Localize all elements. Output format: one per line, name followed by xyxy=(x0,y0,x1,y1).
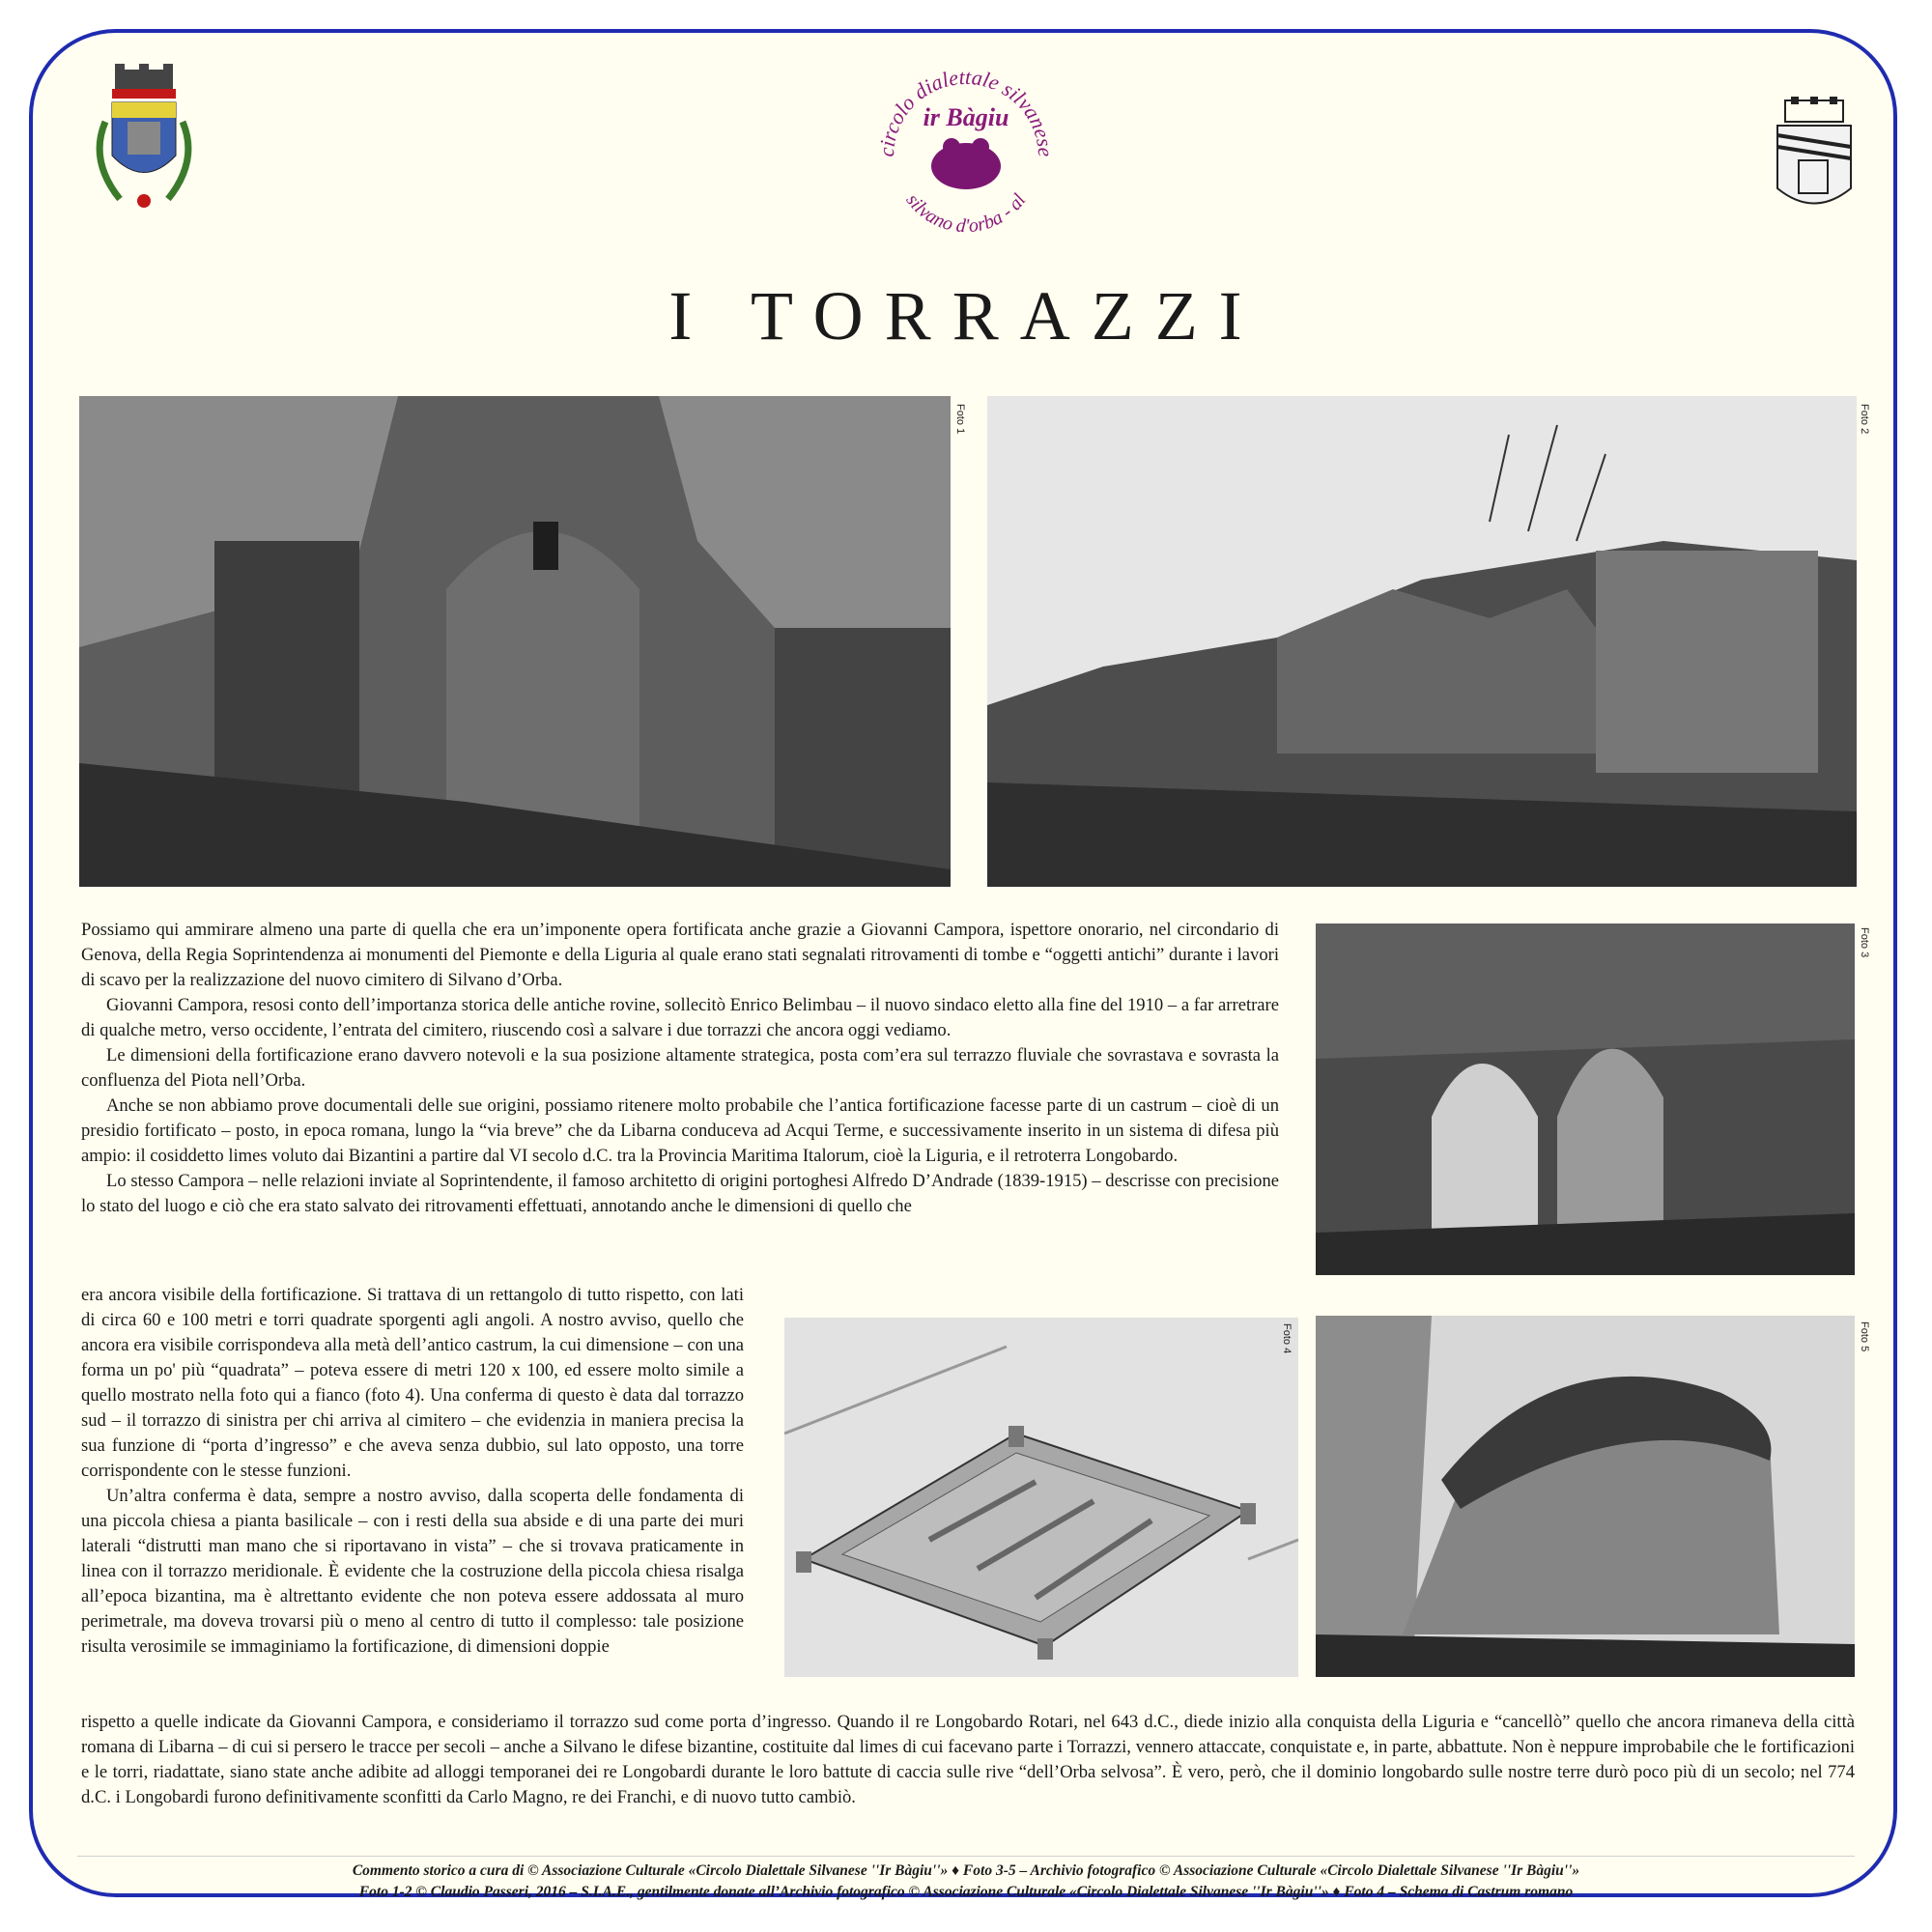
paragraph: Possiamo qui ammirare almeno una parte di quella che era un’imponente opera fortificata anche grazie a Giovanni Campora, ispettore onorario, nel circondario di Genova, della Regia Soprintendenza ai monumenti del Piemonte e della Liguria al quale erano stati segnalati ritrovamenti di tombe e “oggetti antichi” durante i lavori di scavo per la realizzazione del nuovo cimitero di Silvano d’Orba. xyxy=(81,920,1279,990)
footer-divider xyxy=(77,1856,1855,1857)
article-text-middle xyxy=(81,1283,744,1660)
photo-1-ruins-interior xyxy=(79,396,951,887)
paragraph: Un’altra conferma è data, sempre a nostro avviso, dalla scoperta delle fondamenta di una piccola chiesa a pianta basilicale – con i resti della sua abside e di una parte dei muri laterali “distrutti man mano che si riportavano in vista” – che si trovava praticamente in linea con il torrazzo meridionale. È evidente che la costruzione della piccola chiesa risalga all’epoca bizantina, ma è altrettanto evidente che non poteva essere addossata al muro perimetrale, ma doveva trovarsi più o meno al centro di tutto il complesso: tale posizione risulta verosimile se immaginiamo la fortificazione, di dimensioni doppie xyxy=(81,1486,744,1657)
photo-3-arched-ruins xyxy=(1316,923,1855,1275)
paragraph: Anche se non abbiamo prove documentali delle sue origini, possiamo ritenere molto probabile che l’antica fortificazione facesse parte di un castrum – cioè di un presidio fortificato – posto, in epoca romana, lungo la “via breve” che da Libarna conduceva ad Acqui Terme, e successivamente inserito in un sistema di difesa più ampio: il cosiddetto limes voluto dai Bizantini a partire dal VI secolo d.C. tra la Provincia Maritima Italorum, cioè la Liguria, e il retroterra Longobardo. xyxy=(81,1095,1279,1166)
paragraph: Le dimensioni della fortificazione erano davvero notevoli e la sua posizione altamente strategica, posta com’era sul terrazzo fluviale che sovrastava e sovrasta la confluenza del Piota nell’Orba. xyxy=(81,1045,1279,1091)
svg-text:silvano d'orba - al xyxy=(902,189,1031,237)
caption-foto-4: Foto 4 xyxy=(1281,1323,1293,1354)
caption-foto-1: Foto 1 xyxy=(954,404,966,435)
paragraph: era ancora visibile della fortificazione. Si trattava di un rettangolo di tutto rispetto, con lati di circa 60 e 100 metri e torri quadrate sporgenti agli angoli. A nostro avviso, quello che ancora era visibile corrispondeva alla metà dell’antico castrum, la cui dimensione – con una forma un po' più “quadrata” – poteva essere di metri 120 x 100, ed essere molto simile a quello mostrato nella foto qui a fianco (foto 4). Una conferma di questo è data dal torrazzo sud – il torrazzo di sinistra per chi arriva al cimitero – che evidenzia in maniera precisa la sua funzione di “porta d’ingresso” e che aveva senza dubbio, sul lato opposto, una torre corrispondente con le stesse funzioni. xyxy=(81,1285,744,1481)
article-text-upper xyxy=(81,918,1279,1219)
paragraph: Giovanni Campora, resosi conto dell’importanza storica delle antiche rovine, sollecitò Enrico Belimbau – il nuovo sindaco eletto alla fine del 1910 – a far arretrare di qualche metro, verso occidente, l’entrata del cimitero, riuscendo così a salvare i due torrazzi che ancora oggi vediamo. xyxy=(81,995,1279,1040)
right-coat-of-arms-logo xyxy=(1774,97,1855,218)
footer-credits-line-1: Commento storico a cura di © Associazione Culturale «Circolo Dialettale Silvanese ''Ir Bàgiu''» ♦ Foto 3-5 – Archivio fotografico © Associazione Culturale «Circolo Dialettale Silvanese ''Ir Bàgiu''» xyxy=(352,1862,1580,1879)
paragraph: Lo stesso Campora – nelle relazioni inviate al Soprintendente, il famoso architetto di origini portoghesi Alfredo D’Andrade (1839-1915) – descrisse con precisione lo stato del luogo e ciò che era stato salvato dei ritrovamenti effettuati, annotando anche le dimensioni di quello che xyxy=(81,1171,1279,1216)
paragraph: rispetto a quelle indicate da Giovanni Campora, e consideriamo il torrazzo sud come porta d’ingresso. Quando il re Longobardo Rotari, nel 643 d.C., diede inizio alla conquista della Liguria e “cancellò” quello che ancora rimaneva della città romana di Libarna – di cui si persero le tracce per secoli – anche a Silvano le difese bizantine, costituite dal limes di cui facevano parte i Torrazzi, vennero attaccate, conquistate e, in parte, abbattute. Non è neppure improbabile che le fortificazioni e le torri, riadattate, siano state anche adibite ad alloggi temporanei dei re Longobardi durante le loro battute di caccia sulle rive “dell’Orba selvosa”. È vero, però, che il dominio longobardo sulle nostre terre durò poco più di un secolo; nel 774 d.C. i Longobardi furono definitivamente sconfitti da Carlo Magno, re dei Franchi, e di nuovo tutto cambiò. xyxy=(81,1712,1855,1807)
page-title: I TORRAZZI xyxy=(668,277,1264,355)
photo-5-tower-with-vegetation xyxy=(1316,1316,1855,1677)
caption-foto-5: Foto 5 xyxy=(1859,1321,1870,1352)
article-text-lower xyxy=(81,1710,1855,1810)
logo-name: ir Bàgiu xyxy=(923,103,1009,131)
circolo-dialettale-logo xyxy=(865,50,1067,253)
photo-4-castrum-diagram xyxy=(784,1318,1298,1677)
caption-foto-2: Foto 2 xyxy=(1859,404,1870,435)
logo-bottom-text: silvano d'orba - al xyxy=(901,189,1031,238)
photo-2-ruins-exterior xyxy=(987,396,1857,887)
left-coat-of-arms-logo xyxy=(81,64,207,218)
logo-circle-text: circolo dialettale silvanese xyxy=(873,64,1059,157)
footer-credits-line-2: Foto 1-2 © Claudio Passeri, 2016 – S.I.A.E., gentilmente donate all’Archivio fotografico © Associazione Culturale «Circolo Dialettale Silvanese ''Ir Bàgiu''» ♦ Foto 4 – Schema di Castrum romano xyxy=(358,1884,1574,1900)
caption-foto-3: Foto 3 xyxy=(1859,927,1870,958)
